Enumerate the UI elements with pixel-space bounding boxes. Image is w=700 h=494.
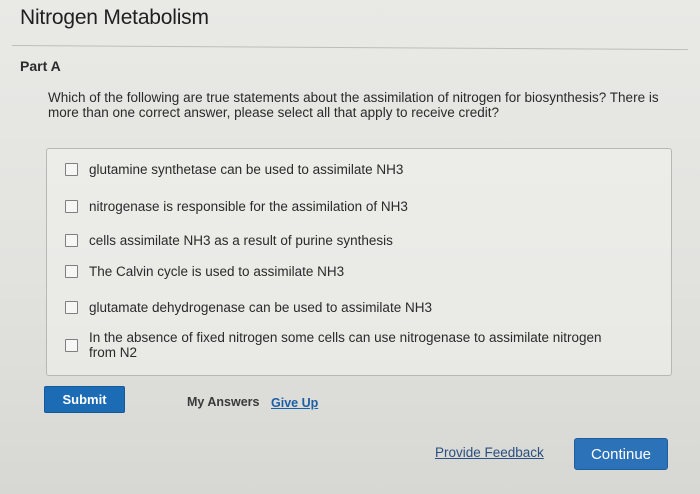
- submit-button[interactable]: Submit: [44, 386, 125, 413]
- option-3[interactable]: [65, 233, 609, 248]
- my-answers-link[interactable]: My Answers: [187, 395, 260, 409]
- option-3-checkbox[interactable]: [65, 234, 78, 247]
- option-6[interactable]: [65, 330, 609, 360]
- answer-options-box: [46, 148, 672, 376]
- option-6-checkbox[interactable]: [65, 339, 78, 352]
- option-2[interactable]: [65, 199, 609, 214]
- continue-button[interactable]: Continue: [574, 438, 668, 470]
- option-1[interactable]: [65, 162, 609, 177]
- option-5[interactable]: [65, 300, 609, 315]
- page-title: Nitrogen Metabolism: [20, 6, 209, 29]
- option-5-label: glutamate dehydrogenase can be used to assimilate NH3: [89, 300, 432, 315]
- option-4-checkbox[interactable]: [65, 265, 78, 278]
- option-4-label: The Calvin cycle is used to assimilate NH3: [89, 264, 345, 279]
- option-2-label: nitrogenase is responsible for the assimilation of NH3: [89, 199, 408, 214]
- option-1-checkbox[interactable]: [65, 163, 78, 176]
- title-divider: [12, 45, 688, 50]
- option-2-checkbox[interactable]: [65, 200, 78, 213]
- option-3-label: cells assimilate NH3 as a result of purine synthesis: [89, 233, 393, 248]
- option-6-label: In the absence of fixed nitrogen some cells can use nitrogenase to assimilate nitrogen from N2: [89, 330, 602, 360]
- give-up-link[interactable]: Give Up: [271, 396, 319, 410]
- option-1-label: glutamine synthetase can be used to assimilate NH3: [89, 162, 404, 177]
- option-5-checkbox[interactable]: [65, 301, 78, 314]
- option-4[interactable]: [65, 264, 609, 279]
- question-text: Which of the following are true statements about the assimilation of nitrogen for biosynthesis? There is more than one correct answer, please select all that apply to receive credit?: [48, 90, 659, 120]
- part-label: Part A: [20, 58, 61, 74]
- provide-feedback-link[interactable]: Provide Feedback: [435, 445, 544, 460]
